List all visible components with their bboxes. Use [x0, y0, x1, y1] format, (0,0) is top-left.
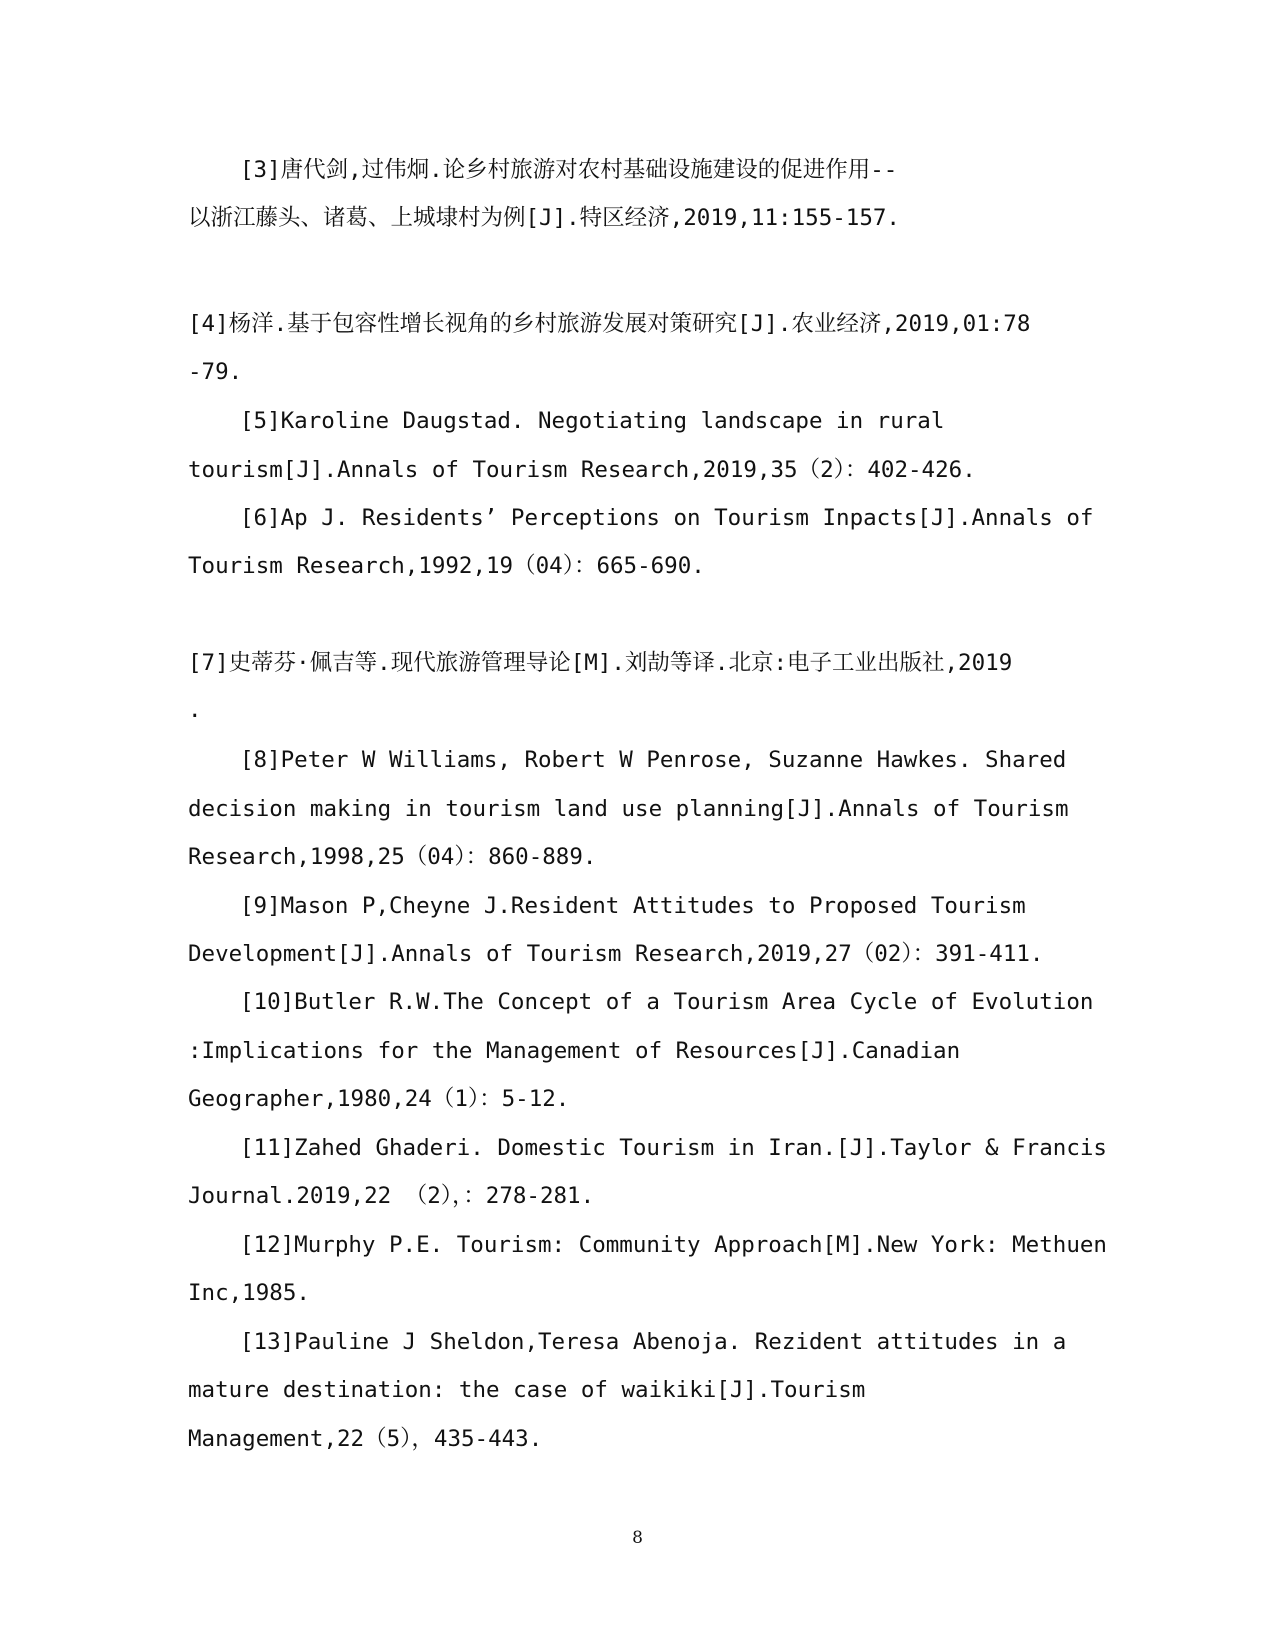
reference-11-line-2: Journal.2019,22 （2），：278-281.: [188, 1183, 595, 1209]
page-number: 8: [632, 1528, 643, 1548]
reference-6-line-1: [6]Ap J. Residents’ Perceptions on Tourism Inpacts[J].Annals of: [240, 505, 1094, 531]
reference-7-line-2: .: [188, 697, 202, 723]
reference-10-line-2: :Implications for the Management of Resources[J].Canadian: [188, 1038, 961, 1064]
reference-8-line-3: Research,1998,25（04）：860-889.: [188, 844, 597, 870]
reference-10-line-3: Geographer,1980,24（1）：5-12.: [188, 1086, 570, 1112]
reference-12-line-2: Inc,1985.: [188, 1280, 310, 1306]
reference-8-line-2: decision making in tourism land use planning[J].Annals of Tourism: [188, 796, 1069, 822]
reference-12-line-1: [12]Murphy P.E. Tourism: Community Approach[M].New York: Methuen: [240, 1232, 1107, 1258]
reference-11-line-1: [11]Zahed Ghaderi. Domestic Tourism in Iran.[J].Taylor & Francis: [240, 1135, 1107, 1161]
reference-9-line-1: [9]Mason P,Cheyne J.Resident Attitudes to Proposed Tourism: [240, 893, 1026, 919]
reference-13-line-1: [13]Pauline J Sheldon,Teresa Abenoja. Rezident attitudes in a: [240, 1329, 1067, 1355]
reference-3-line-1: [3]唐代剑,过伟炯.论乡村旅游对农村基础设施建设的促进作用--: [240, 157, 898, 183]
reference-13-line-2: mature destination: the case of waikiki[J].Tourism: [188, 1377, 866, 1403]
reference-9-line-2: Development[J].Annals of Tourism Research,2019,27（02）：391-411.: [188, 941, 1044, 967]
reference-4-line-1: [4]杨洋.基于包容性增长视角的乡村旅游发展对策研究[J].农业经济,2019,01:78: [188, 311, 1031, 337]
reference-8-line-1: [8]Peter W Williams, Robert W Penrose, Suzanne Hawkes. Shared: [240, 747, 1067, 773]
reference-4-line-2: -79.: [188, 359, 243, 385]
reference-5-line-1: [5]Karoline Daugstad. Negotiating landscape in rural: [240, 408, 945, 434]
reference-7-line-1: [7]史蒂芬·佩吉等.现代旅游管理导论[M].刘劼等译.北京:电子工业出版社,2019: [188, 650, 1013, 676]
reference-6-line-2: Tourism Research,1992,19（04）：665-690.: [188, 553, 705, 579]
reference-5-line-2: tourism[J].Annals of Tourism Research,2019,35（2）：402-426.: [188, 457, 976, 483]
reference-10-line-1: [10]Butler R.W.The Concept of a Tourism Area Cycle of Evolution: [240, 989, 1094, 1015]
reference-13-line-3: Management,22（5），435-443.: [188, 1426, 543, 1452]
reference-3-line-2: 以浙江藤头、诸葛、上城埭村为例[J].特区经济,2019,11:155-157.: [188, 205, 900, 231]
